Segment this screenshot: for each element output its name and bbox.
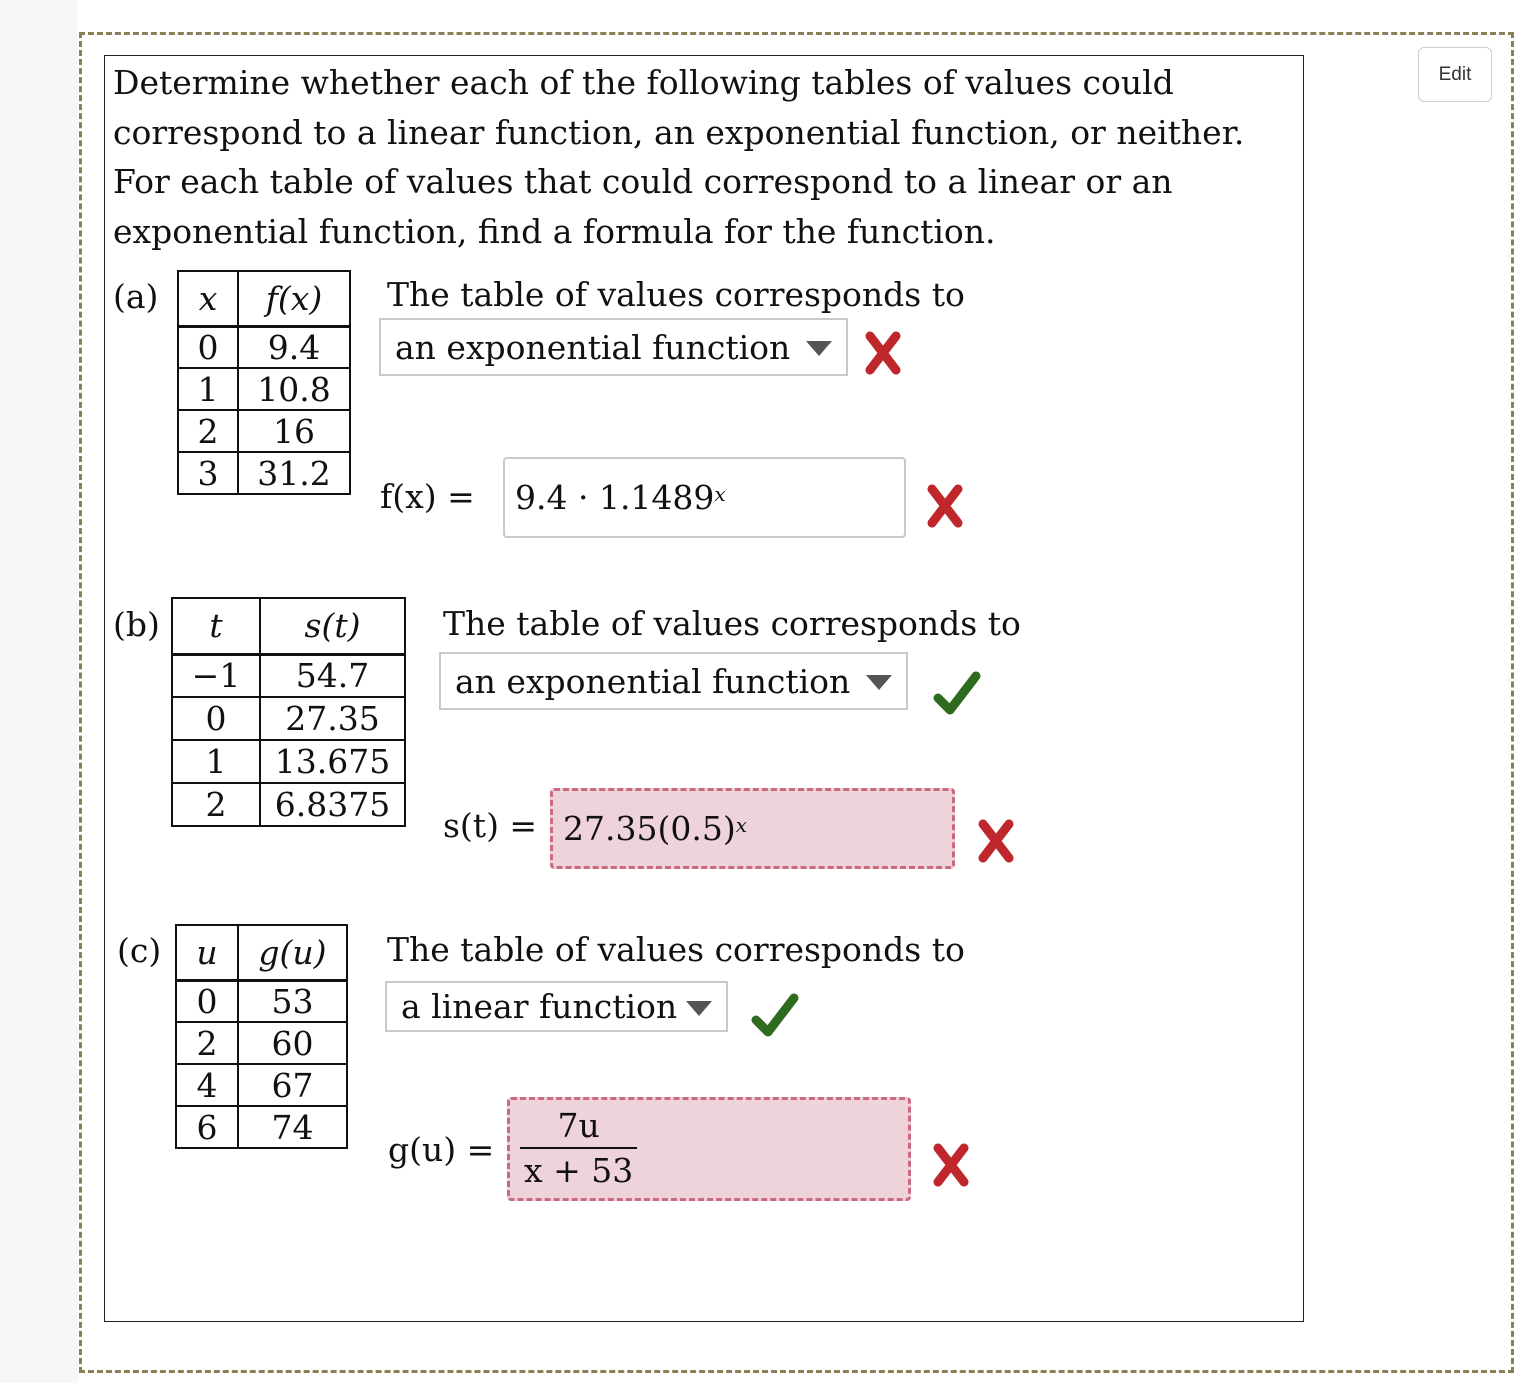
part-b-formula-input[interactable] (550, 788, 955, 869)
part-c-selected-option: a linear function (401, 987, 678, 1026)
table-cell: 9.4 (238, 326, 350, 368)
part-b-func-label: s(t) = (443, 806, 538, 845)
table-cell: 53 (238, 980, 347, 1022)
chevron-down-icon (806, 341, 832, 356)
cross-icon (975, 818, 1017, 864)
part-a-answer: 9.4 · 1.1489 (515, 478, 715, 517)
part-a-prompt: The table of values corresponds to (387, 275, 965, 314)
part-c-formula-input[interactable] (507, 1097, 911, 1201)
problem-statement: Determine whether each of the following tables of values could correspond to a linear function, an exponential function, or neither. For each table of values that could correspond to a linear or an exponential function, find a formula for the function. (113, 63, 1245, 251)
part-a-selected-option: an exponential function (395, 327, 791, 367)
edit-button[interactable]: Edit (1418, 47, 1492, 102)
table-cell: 1 (172, 740, 260, 783)
cross-icon (924, 483, 966, 529)
part-c-function-type-select[interactable] (385, 981, 728, 1032)
part-a-label: (a) (113, 277, 159, 316)
table-cell: 54.7 (260, 654, 405, 697)
part-b-function-type-select[interactable] (439, 652, 908, 710)
page-left-margin (0, 0, 78, 1383)
part-c-func-label: g(u) = (388, 1130, 495, 1169)
part-b-table (171, 597, 406, 827)
table-cell: 0 (172, 697, 260, 740)
table-cell: 2 (178, 410, 238, 452)
chevron-down-icon (866, 675, 892, 690)
part-b-answer: 27.35(0.5) (563, 809, 736, 848)
part-b-answer-exponent: x (735, 812, 747, 837)
part-c-prompt: The table of values corresponds to (387, 930, 965, 969)
check-icon (750, 990, 800, 1040)
table-cell: 67 (238, 1064, 347, 1106)
table-cell: 16 (238, 410, 350, 452)
part-c-answer-fraction (520, 1105, 637, 1193)
part-c-table (175, 924, 348, 1149)
table-cell: 0 (176, 980, 238, 1022)
cross-icon (930, 1142, 972, 1188)
table-header: s(t) (260, 598, 405, 654)
table-header: g(u) (238, 925, 347, 980)
table-cell: 6 (176, 1106, 238, 1148)
table-cell: 0 (178, 326, 238, 368)
part-c-label: (c) (117, 931, 162, 970)
table-header: u (176, 925, 238, 980)
part-c-answer-numerator: 7u (557, 1106, 600, 1145)
table-cell: 60 (238, 1022, 347, 1064)
table-cell: −1 (172, 654, 260, 697)
part-a-func-label: f(x) = (380, 477, 475, 516)
part-c-answer-denominator: x + 53 (520, 1147, 637, 1193)
table-cell: 6.8375 (260, 783, 405, 826)
part-a-answer-exponent: x (714, 481, 726, 506)
table-cell: 1 (178, 368, 238, 410)
table-cell: 31.2 (238, 452, 350, 494)
table-cell: 2 (172, 783, 260, 826)
table-cell: 2 (176, 1022, 238, 1064)
table-cell: 4 (176, 1064, 238, 1106)
chevron-down-icon (686, 1001, 712, 1016)
table-cell: 3 (178, 452, 238, 494)
check-icon (932, 668, 982, 718)
table-header: f(x) (238, 271, 350, 326)
table-cell: 13.675 (260, 740, 405, 783)
table-cell: 74 (238, 1106, 347, 1148)
part-b-selected-option: an exponential function (455, 661, 851, 701)
part-a-table (177, 270, 351, 495)
table-cell: 27.35 (260, 697, 405, 740)
part-b-prompt: The table of values corresponds to (443, 604, 1021, 643)
table-header: x (178, 271, 238, 326)
table-cell: 10.8 (238, 368, 350, 410)
part-b-label: (b) (113, 605, 160, 644)
cross-icon (862, 330, 904, 376)
part-a-function-type-select[interactable] (379, 318, 848, 376)
part-a-formula-input[interactable] (503, 457, 906, 538)
table-header: t (172, 598, 260, 654)
